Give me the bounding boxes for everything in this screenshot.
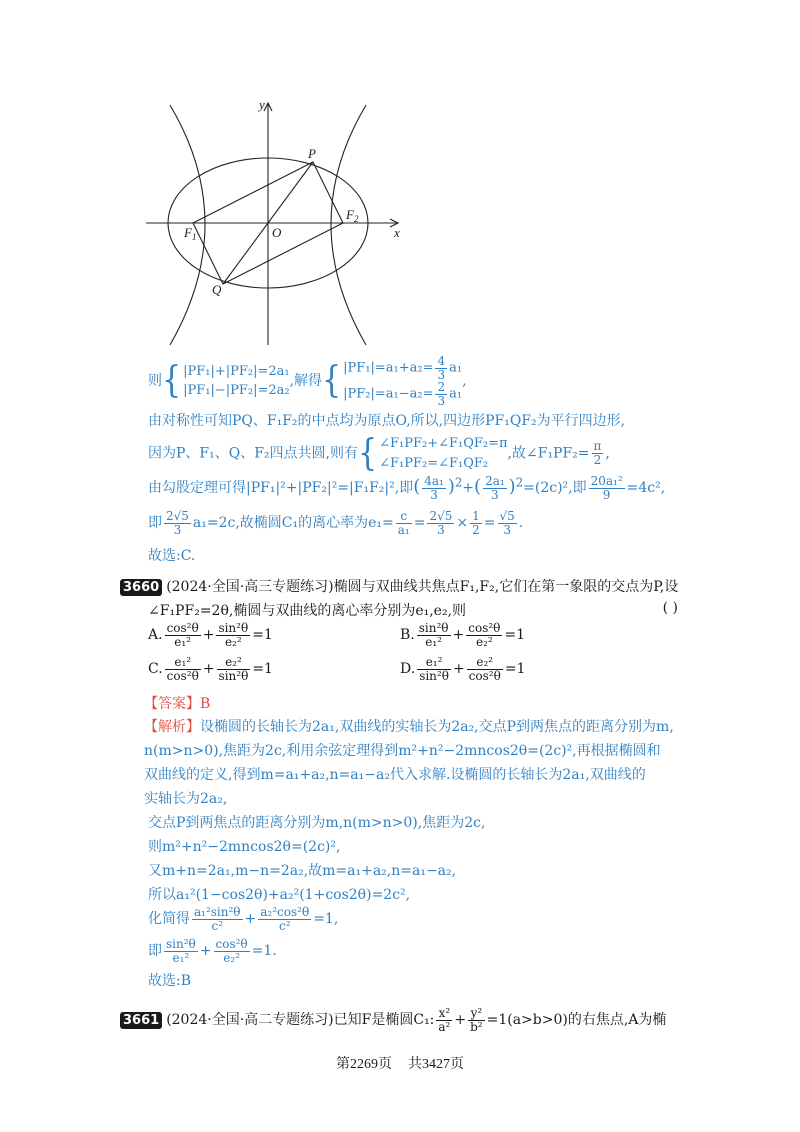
fraction: $\frac{√5}{3}$	[499, 509, 515, 537]
analysis-line-6: 则m²+n²−2mncos2θ=(2c)²,	[148, 839, 341, 855]
fraction: $\frac{c}{\text{a₁}}$	[397, 509, 410, 537]
question-3660-stem-1	[120, 576, 678, 596]
text: 则	[148, 373, 162, 390]
label-o: O	[272, 225, 282, 240]
page-footer	[0, 1053, 800, 1073]
text: ,	[605, 445, 610, 462]
text: ,解得	[289, 373, 323, 390]
answer-blank: ( )	[662, 600, 678, 616]
problem-number-badge: 3660	[120, 579, 162, 596]
analysis-line-11: 故选:B	[148, 973, 192, 989]
analysis-line-3: 双曲线的定义,得到m=a₁+a₂,n=a₁−a₂代入求解.设椭圆的长轴长为2a₁,双曲线的	[144, 767, 646, 783]
fraction: $\frac{\text{20a₁²}}{9}$	[590, 474, 623, 502]
text: ,故∠F₁PF₂=	[507, 445, 590, 462]
eq: |PF₁|=a₁+a₂= $\frac{4}{3}$ a₁	[343, 354, 463, 382]
solution-line-1	[148, 355, 467, 407]
text: =4c²,	[626, 480, 666, 497]
analysis-line-8: 所以a₁²(1−cos2θ)+a₂²(1+cos2θ)=2c²,	[148, 887, 411, 903]
solution-line-5: 即 $\frac{2√5}{3}$ a₁=2c,故椭圆C₁的离心率为e₁= $\frac{c}{\text{a₁}}$ = $\frac{2√5}{3}$ × $\frac{1}{2}$ = $\frac{√5}{3}$ .	[148, 509, 524, 537]
text: =(2c)²,即	[523, 480, 587, 497]
eq: |PF₂|=a₁−a₂= $\frac{2}{3}$ a₁	[343, 380, 463, 408]
solution-line-2: 由对称性可知PQ、F₁F₂的中点均为原点O,所以,四边形PF₁QF₂为平行四边形,	[148, 413, 626, 429]
text: ,	[462, 373, 467, 390]
label-y: y	[259, 97, 265, 112]
solution-line-6: 故选:C.	[148, 548, 196, 564]
analysis-line-1	[144, 716, 674, 736]
analysis-line-7: 又m+n=2a₁,m−n=2a₂,故m=a₁+a₂,n=a₁−a₂,	[148, 863, 457, 879]
option-a[interactable]: A. $\frac{\text{cos²θ}}{\text{e₁²}}$ + $\frac{\text{sin²θ}}{\text{e₂²}}$ =1	[148, 621, 273, 649]
ellipse-hyperbola-figure	[140, 95, 420, 365]
total-pages: 共3427页	[408, 1057, 464, 1072]
fraction: $\frac{2√5}{3}$	[429, 509, 453, 537]
analysis-tag: 【解析】	[144, 719, 200, 735]
analysis-line-9: 化简得 $\frac{\text{a₁²sin²θ}}{\text{c²}}$ + $\frac{\text{a₂²cos²θ}}{\text{c²}}$ =1,	[148, 905, 339, 933]
eq: |PF₁|−|PF₂|=2a₂	[183, 383, 290, 399]
text: (2024·全国·高三专题练习)椭圆与双曲线共焦点F₁,F₂,它们在第一象限的交点为P,设	[166, 579, 679, 595]
text: 即	[148, 515, 162, 532]
figure-svg	[140, 95, 420, 365]
text: 因为P、F₁、Q、F₂四点共圆,则有	[148, 445, 358, 462]
brace: {	[162, 359, 182, 402]
fraction: $\frac{\text{2a₁}}{3}$	[485, 474, 505, 502]
problem-number-badge: 3661	[120, 1012, 162, 1029]
analysis-line-2: n(m>n>0),焦距为2c,利用余弦定理得到m²+n²−2mncos2θ=(2c)²,再根据椭圆和	[144, 743, 661, 759]
text: a₁=2c,故椭圆C₁的离心率为e₁=	[192, 515, 394, 532]
fraction: $\frac{\text{4a₁}}{3}$	[424, 474, 444, 502]
option-d[interactable]: D. $\frac{\text{e₁²}}{\text{sin²θ}}$ + $\frac{\text{e₂²}}{\text{cos²θ}}$ =1	[400, 655, 526, 683]
system-1	[183, 362, 290, 401]
hyperbola-right-branch	[331, 105, 366, 345]
option-c[interactable]: C. $\frac{\text{e₁²}}{\text{cos²θ}}$ + $\frac{\text{e₂²}}{\text{sin²θ}}$ =1	[148, 655, 273, 683]
label-x: x	[394, 225, 400, 240]
text: 设椭圆的长轴长为2a₁,双曲线的实轴长为2a₂,交点P到两焦点的距离分别为m,	[200, 719, 674, 735]
answer-value: B	[200, 696, 211, 712]
text: ∠F₁PF₂=2θ,椭圆与双曲线的离心率分别为e₁,e₂,则	[148, 603, 467, 619]
label-q: Q	[212, 282, 222, 297]
analysis-line-10: 即 $\frac{\text{sin²θ}}{\text{e₁²}}$ + $\frac{\text{cos²θ}}{\text{e₂²}}$ =1.	[148, 937, 277, 965]
answer-tag: 【答案】	[144, 696, 200, 712]
question-3661-stem: 3661 (2024·全国·高二专题练习)已知F是椭圆C₁: $\frac{\text{x²}}{\text{a²}}$ + $\frac{\text{y²}}{\text{b²}}$ =1(a>b>0)的右焦点,A为椭	[120, 1007, 666, 1033]
question-3660-stem-2	[148, 600, 678, 620]
system-3	[379, 434, 507, 473]
brace: {	[358, 431, 378, 474]
fraction: $\frac{\pi}{2}$	[593, 439, 602, 467]
analysis-line-5: 交点P到两焦点的距离分别为m,n(m>n>0),焦距为2c,	[148, 815, 486, 831]
option-b[interactable]: B. $\frac{\text{sin²θ}}{\text{e₁²}}$ + $\frac{\text{cos²θ}}{\text{e₂²}}$ =1	[400, 621, 526, 649]
fraction: $\frac{2√5}{3}$	[166, 509, 189, 537]
answer-line	[144, 693, 210, 713]
eq: |PF₁|+|PF₂|=2a₁	[183, 363, 290, 379]
solution-line-4: 由勾股定理可得|PF₁|²+|PF₂|²=|F₁F₂|²,即( $\frac{\text{4a₁}}{3}$ )$^2$+( $\frac{\text{2a₁}}{3}$ )$^2$=(2c)²,即 $\frac{\text{20a₁²}}{9}$ =4c²,	[148, 474, 666, 502]
page-number: 第2269页	[336, 1057, 392, 1072]
fraction: $\frac{1}{2}$	[472, 509, 480, 537]
eq: ∠F₁PF₂+∠F₁QF₂=π	[379, 436, 508, 451]
eq: ∠F₁PF₂=∠F₁QF₂	[379, 455, 489, 471]
text: 由勾股定理可得|PF₁|²+|PF₂|²=|F₁F₂|²,即	[148, 480, 414, 497]
label-p: P	[308, 146, 316, 161]
label-f1: $F_1$	[184, 225, 197, 242]
analysis-line-4: 实轴长为2a₂,	[144, 791, 228, 807]
label-f2: $F_2$	[346, 207, 359, 224]
system-2	[343, 355, 462, 407]
solution-line-3	[148, 431, 610, 474]
brace: {	[322, 359, 342, 402]
